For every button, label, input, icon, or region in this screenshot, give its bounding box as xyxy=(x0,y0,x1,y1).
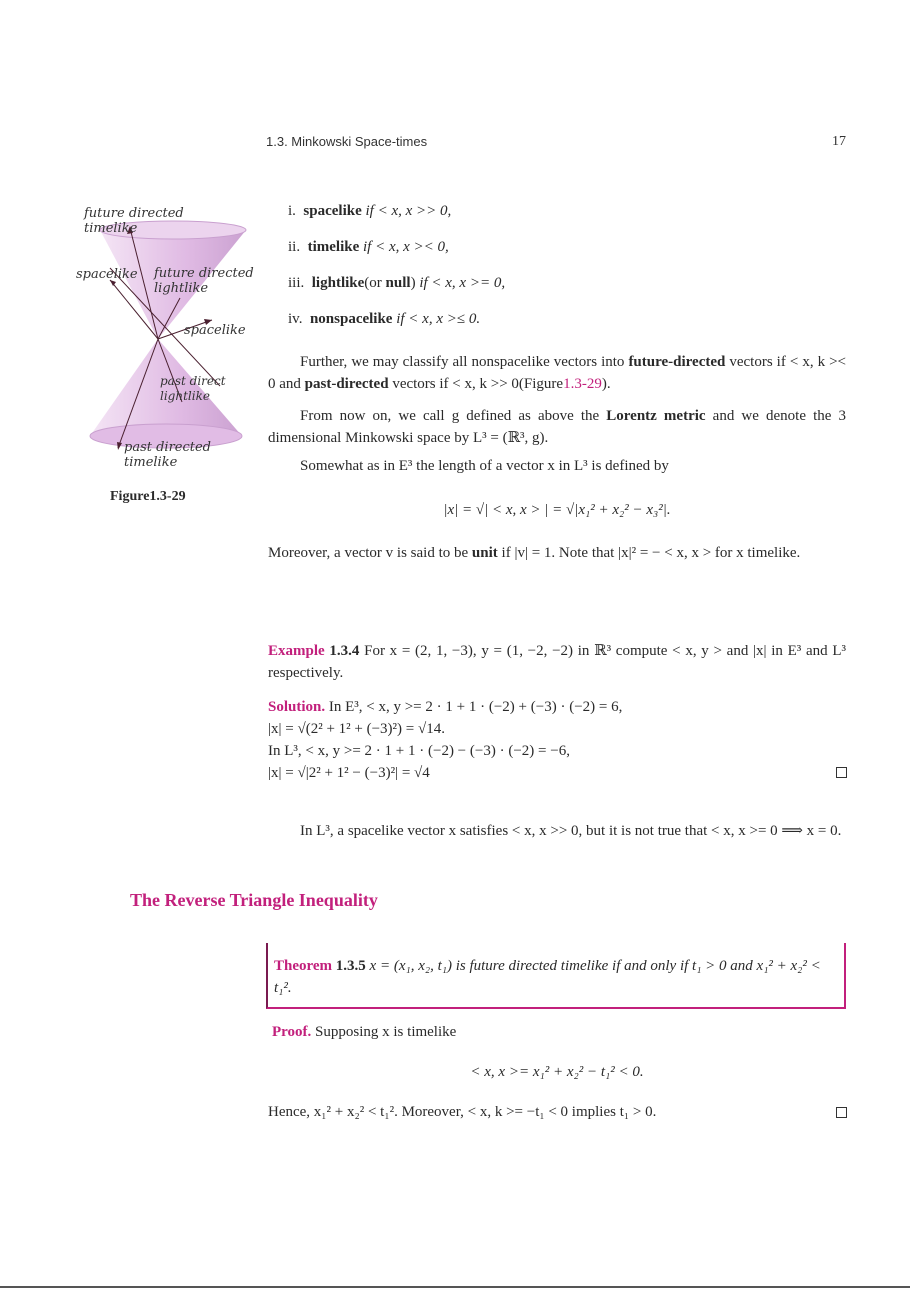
proof-equation: < x, x >= x₁² + x₂² − t₁² < 0. xyxy=(470,1064,644,1080)
page-bottom-rule xyxy=(0,1286,910,1288)
label-future-lightlike-1: future directed xyxy=(154,266,254,281)
qed-square xyxy=(836,767,847,778)
running-header xyxy=(266,134,846,154)
label-past-lightlike-1: past direct xyxy=(160,374,226,388)
list-item: iv. nonspacelike if < x, x >≤ 0. xyxy=(288,311,481,327)
list-item: ii. timelike if < x, x >< 0, xyxy=(288,239,449,255)
equation-norm: |x| = √| < x, x > | = √|x₁² + x₂² − x₃²|. xyxy=(443,502,671,518)
label-past-timelike-1: past directed xyxy=(124,440,212,455)
label-future-timelike-1: future directed xyxy=(84,206,184,221)
label-future-lightlike-2: lightlike xyxy=(154,281,209,296)
label-spacelike-right: spacelike xyxy=(184,323,246,338)
list-item: i. spacelike if < x, x >> 0, xyxy=(288,203,452,219)
example-1-3-4: Example 1.3.4 For x = (2, 1, −3), y = (1, −2, −2) in ℝ³ compute < x, y > and |x| in E³ and L³ respectively. xyxy=(268,643,847,681)
paragraph-spacelike-note: In L³, a spacelike vector x satisfies < x, x >> 0, but it is not true that < x, x >= 0 ⟹ x = 0. xyxy=(300,823,842,839)
header-section-title: 1.3. Minkowski Space-times xyxy=(266,134,428,149)
proof-block: Proof. Supposing x is timelike xyxy=(272,1024,457,1040)
label-past-lightlike-2: lightlike xyxy=(160,389,210,403)
proof-conclusion: Hence, x₁² + x₂² < t₁². Moreover, < x, k >= −t₁ < 0 implies t₁ > 0. xyxy=(268,1104,657,1120)
paragraph-lorentz-metric: From now on, we call g defined as above the Lorentz metric and we denote the 3 dimensional Minkowski space by L³ = (ℝ³, g). xyxy=(268,408,846,446)
paragraph-length: Somewhat as in E³ the length of a vector x in L³ is defined by xyxy=(300,458,669,474)
label-future-timelike-2: timelike xyxy=(84,221,138,236)
qed-square xyxy=(836,1107,847,1118)
theorem-1-3-5: Theorem 1.3.5 x = (x₁, x₂, t₁) is future directed timelike if and only if t₁ > 0 and x₁² + x₂² < t₁². xyxy=(274,958,821,996)
page-number: 17 xyxy=(832,134,846,149)
paragraph-classification: Further, we may classify all nonspacelike vectors into future-directed vectors if < x, k >< 0 and past-directed vectors if < x, k >> 0(Figure1.3-29). xyxy=(268,354,846,392)
solution-block: Solution. In E³, < x, y >= 2 · 1 + 1 · (−2) + (−3) · (−2) = 6, |x| = √(2² + 1² + (−3)²) = √14. In L³, < x, y >= 2 · 1 + 1 · (−2) − (−3) · (−2) = −6, |x| = √|2² + 1² − (−3)²| = √4 xyxy=(268,699,623,781)
section-title: The Reverse Triangle Inequality xyxy=(130,890,378,910)
list-item: iii. lightlike(or null) if < x, x >= 0, xyxy=(288,275,506,291)
light-cone-figure xyxy=(70,200,270,480)
label-spacelike-left: spacelike xyxy=(76,267,138,282)
paragraph-unit: Moreover, a vector v is said to be unit if |v| = 1. Note that |x|² = − < x, x > for x timelike. xyxy=(268,545,801,561)
label-past-timelike-2: timelike xyxy=(124,455,178,470)
vector-class-list xyxy=(288,200,505,344)
figure-caption: Figure1.3-29 xyxy=(110,489,186,504)
figure-ref-link[interactable]: 1.3-29 xyxy=(563,376,602,392)
